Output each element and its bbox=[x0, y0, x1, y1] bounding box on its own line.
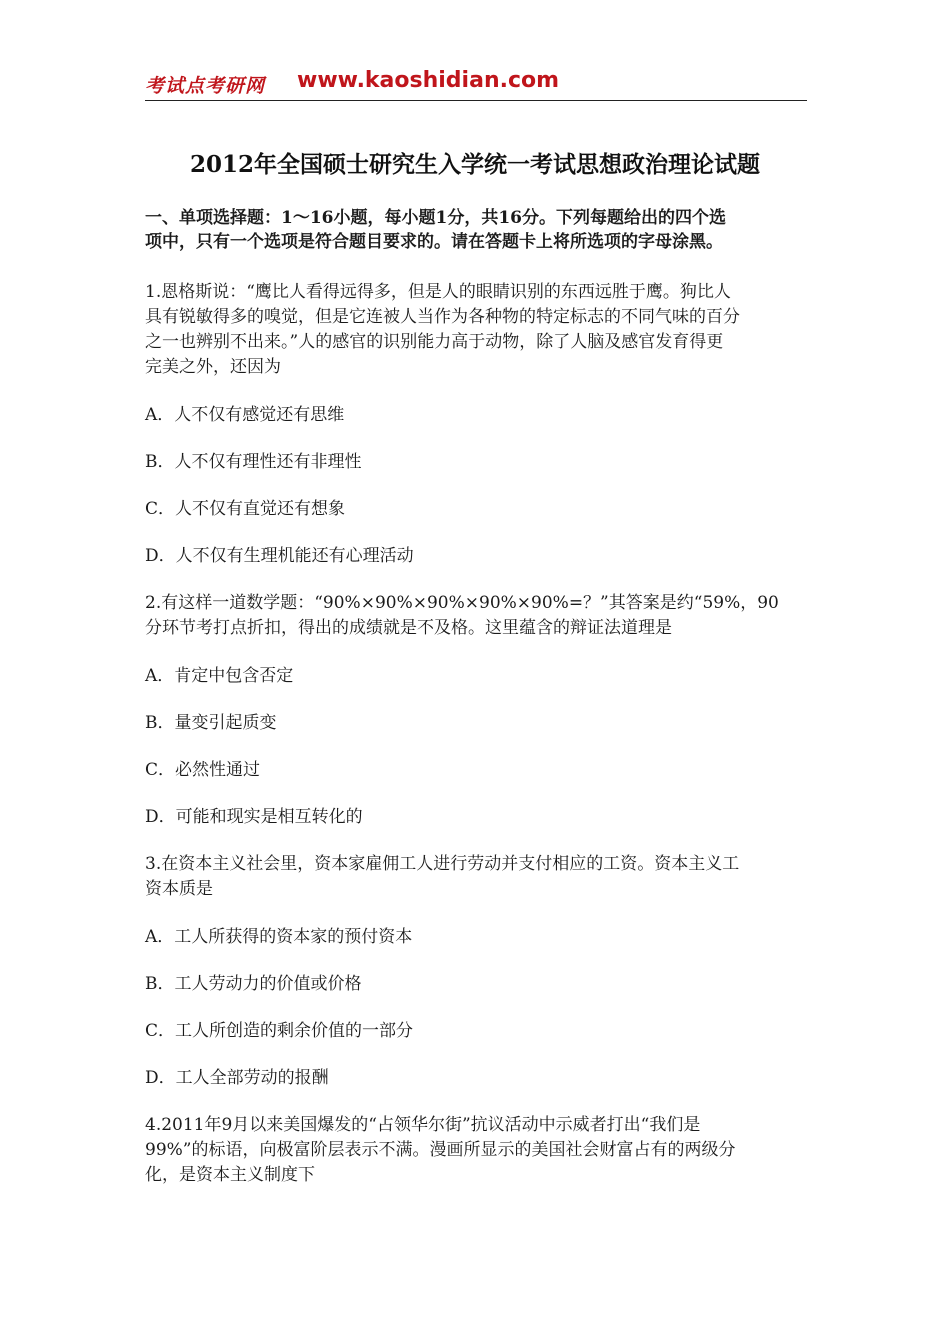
exam-title: 2012年全国硕士研究生入学统一考试思想政治理论试题 bbox=[189, 151, 760, 178]
question-1-option-d: D．人不仅有生理机能还有心理活动 bbox=[145, 546, 414, 566]
question-3-option-b: B．工人劳动力的价值或价格 bbox=[145, 974, 362, 994]
question-1-stem: 完美之外，还因为 bbox=[145, 357, 281, 377]
question-3-option-d: D．工人全部劳动的报酬 bbox=[145, 1068, 329, 1088]
site-name: 考试点考研网 bbox=[145, 75, 266, 97]
question-2-stem: 2.有这样一道数学题：“90%×90%×90%×90%×90%=？”其答案是约“59%，90 bbox=[145, 593, 779, 613]
question-1-stem: 具有锐敏得多的嗅觉，但是它连被人当作为各种物的特定标志的不同气味的百分 bbox=[145, 307, 740, 327]
question-1-stem: 之一也辨别不出来。”人的感官的识别能力高于动物，除了人脑及感官发育得更 bbox=[145, 332, 724, 352]
question-3-stem: 资本质是 bbox=[145, 879, 213, 899]
question-1-stem: 1.恩格斯说：“鹰比人看得远得多，但是人的眼睛识别的东西远胜于鹰。狗比人 bbox=[145, 282, 731, 302]
question-4-stem: 化，是资本主义制度下 bbox=[145, 1165, 315, 1185]
section-heading-line: 一、单项选择题：1～16小题，每小题1分，共16分。下列每题给出的四个选 bbox=[145, 208, 726, 228]
question-2-option-c: C．必然性通过 bbox=[145, 760, 261, 780]
question-1-option-b: B．人不仅有理性还有非理性 bbox=[145, 452, 362, 472]
question-1-option-a: A．人不仅有感觉还有思维 bbox=[145, 405, 345, 425]
site-url[interactable]: www.kaoshidian.com bbox=[297, 68, 560, 93]
question-2-option-b: B．量变引起质变 bbox=[145, 713, 277, 733]
question-2-option-a: A．肯定中包含否定 bbox=[145, 666, 294, 686]
question-4-stem: 4.2011年9月以来美国爆发的“占领华尔街”抗议活动中示威者打出“我们是 bbox=[145, 1115, 701, 1135]
question-1-option-c: C．人不仅有直觉还有想象 bbox=[145, 499, 346, 519]
question-3-option-c: C．工人所创造的剩余价值的一部分 bbox=[145, 1021, 414, 1041]
question-2-option-d: D．可能和现实是相互转化的 bbox=[145, 807, 363, 827]
question-4-stem: 99%”的标语，向极富阶层表示不满。漫画所显示的美国社会财富占有的两级分 bbox=[145, 1140, 736, 1160]
section-heading-line: 项中，只有一个选项是符合题目要求的。请在答题卡上将所选项的字母涂黑。 bbox=[145, 232, 723, 252]
section-heading bbox=[145, 206, 810, 254]
question-2-stem: 分环节考打点折扣，得出的成绩就是不及格。这里蕴含的辩证法道理是 bbox=[145, 618, 672, 638]
question-3-stem: 3.在资本主义社会里，资本家雇佣工人进行劳动并支付相应的工资。资本主义工 bbox=[145, 854, 740, 874]
question-3-option-a: A．工人所获得的资本家的预付资本 bbox=[145, 927, 413, 947]
page-header bbox=[145, 66, 807, 101]
